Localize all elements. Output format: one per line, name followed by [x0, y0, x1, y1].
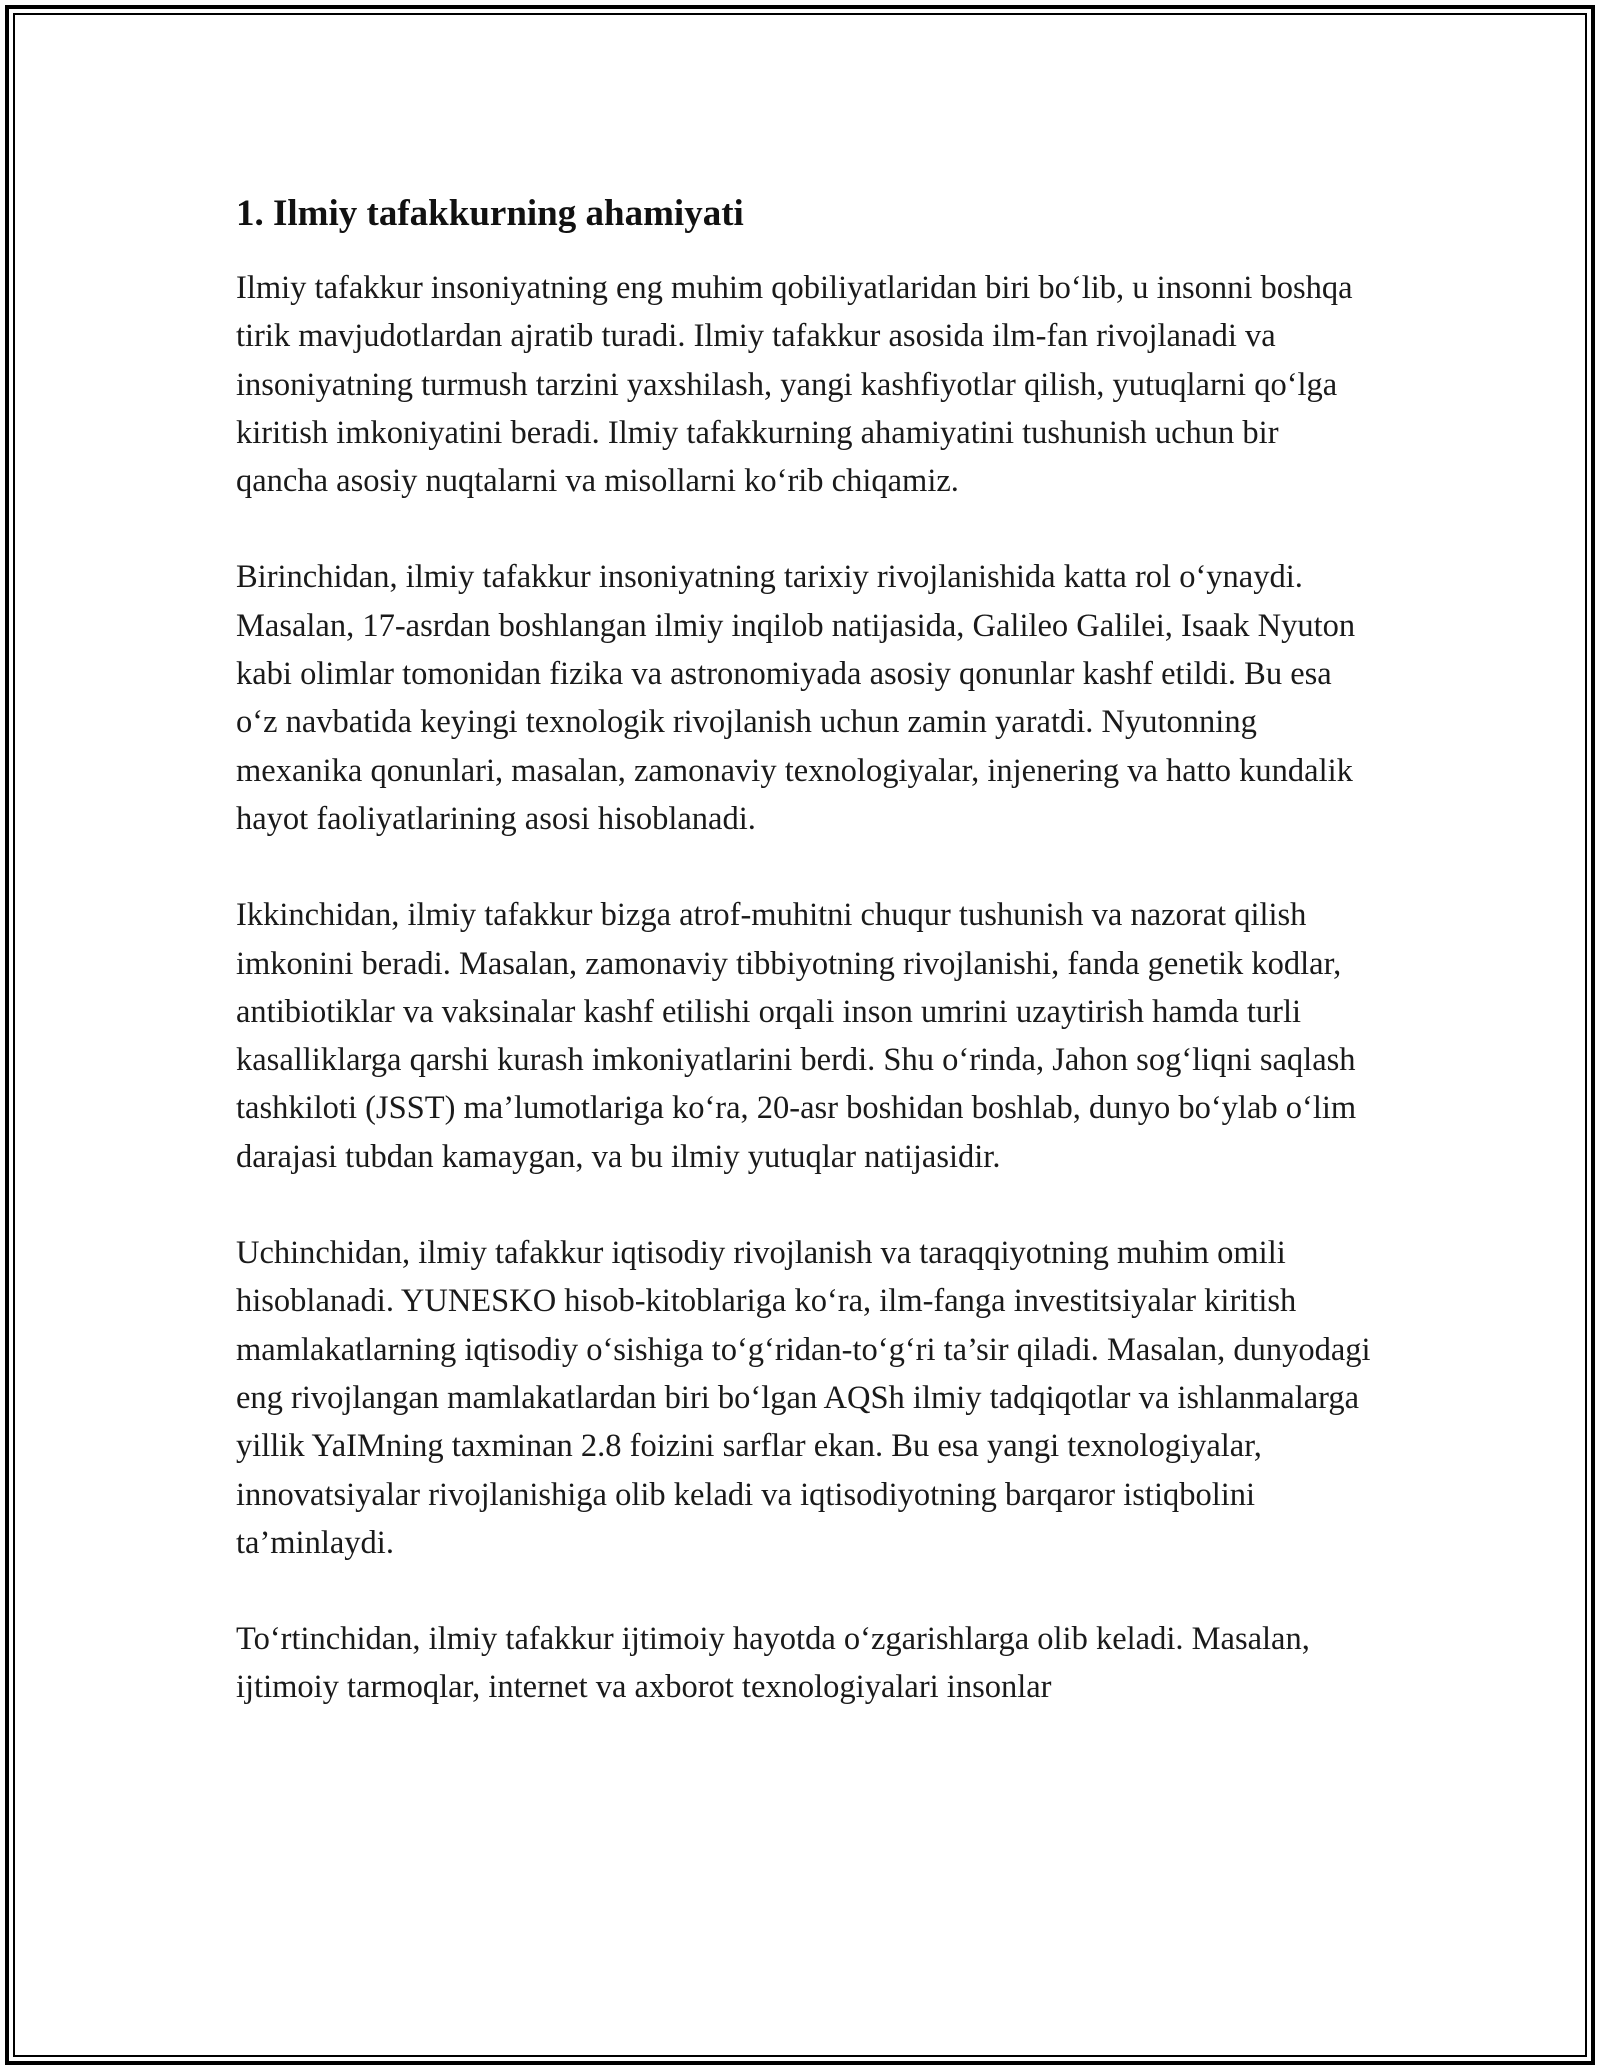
paragraph-fourth-point: To‘rtinchidan, ilmiy tafakkur ijtimoiy hayotda o‘zgarishlarga olib keladi. Masalan, ijtimoiy tarmoqlar, internet va axborot texnologiyalari insonlar	[236, 1621, 1310, 1706]
paragraph-intro: Ilmiy tafakkur insoniyatning eng muhim qobiliyatlaridan biri bo‘lib, u insonni boshqa tirik mavjudotlardan ajratib turadi. Ilmiy tafakkur asosida ilm-fan rivojlanadi va insoniyatning turmush tarzini yaxshilash, yangi kashfiyotlar qilish, yutuqlarni qo‘lga kiritish imkoniyatini beradi. Ilmiy tafakkurning ahamiyatini tushunish uchun bir qancha asosiy nuqtalarni va misollarni ko‘rib chiqamiz.	[236, 270, 1353, 500]
paragraph-third-point: Uchinchidan, ilmiy tafakkur iqtisodiy rivojlanish va taraqqiyotning muhim omili hisoblanadi. YUNESKO hisob-kitoblariga ko‘ra, ilm-fanga investitsiyalar kiritish mamlakatlarning iqtisodiy o‘sishiga to‘g‘ridan-to‘g‘ri ta’sir qiladi. Masalan, dunyodagi eng rivojlangan mamlakatlardan biri bo‘lgan AQSh ilmiy tadqiqotlar va ishlanmalarga yillik YaIMning taxminan 2.8 foizini sarflar ekan. Bu esa yangi texnologiyalar, innovatsiyalar rivojlanishiga olib keladi va iqtisodiyotning barqaror istiqbolini ta’minlaydi.	[236, 1235, 1371, 1561]
paragraph-second-point: Ikkinchidan, ilmiy tafakkur bizga atrof-muhitni chuqur tushunish va nazorat qilish imkonini beradi. Masalan, zamonaviy tibbiyotning rivojlanishi, fanda genetik kodlar, antibiotiklar va vaksinalar kashf etilishi orqali inson umrini uzaytirish hamda turli kasalliklarga qarshi kurash imkoniyatlarini berdi. Shu o‘rinda, Jahon sog‘liqni saqlash tashkiloti (JSST) ma’lumotlariga ko‘ra, 20-asr boshidan boshlab, dunyo bo‘ylab o‘lim darajasi tubdan kamaygan, va bu ilmiy yutuqlar natijasidir.	[236, 897, 1357, 1175]
section-heading: 1. Ilmiy tafakkurning ahamiyati	[236, 193, 744, 234]
paragraph-first-point: Birinchidan, ilmiy tafakkur insoniyatning tarixiy rivojlanishida katta rol o‘ynaydi. Masalan, 17-asrdan boshlangan ilmiy inqilob natijasida, Galileo Galilei, Isaak Nyuton kabi olimlar tomonidan fizika va astronomiyada asosiy qonunlar kashf etildi. Bu esa o‘z navbatida keyingi texnologik rivojlanish uchun zamin yaratdi. Nyutonning mexanika qonunlari, masalan, zamonaviy texnologiyalar, injenering va hatto kundalik hayot faoliyatlarining asosi hisoblanadi.	[236, 559, 1356, 837]
document-body	[236, 186, 1371, 1712]
